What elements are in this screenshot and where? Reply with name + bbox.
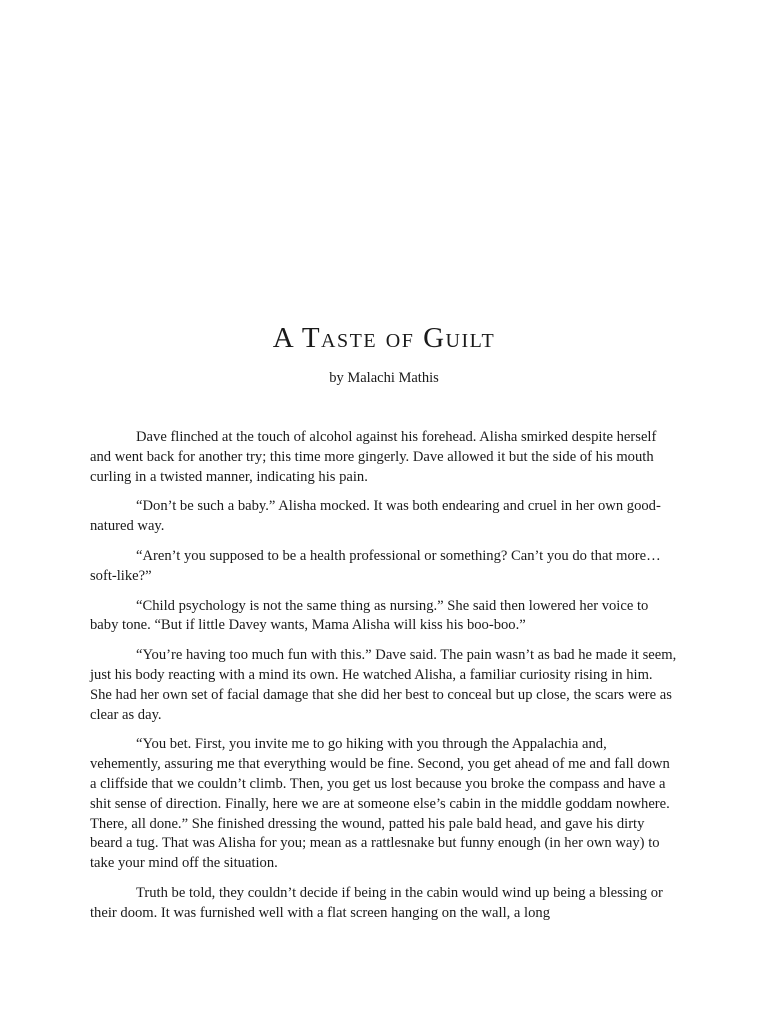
paragraph: Truth be told, they couldn’t decide if being in the cabin would wind up being a blessing or their doom. It was furnished well with a flat screen hanging on the wall, a long bbox=[90, 884, 663, 921]
paragraph: “Child psychology is not the same thing as nursing.” She said then lowered her voice to baby tone. “But if little Davey wants, Mama Alisha will kiss his boo-boo.” bbox=[90, 597, 649, 634]
story-title: A Taste of Guilt bbox=[272, 322, 496, 354]
paragraph: “Don’t be such a baby.” Alisha mocked. It was both endearing and cruel in her own good-natured way. bbox=[90, 498, 661, 535]
paragraph: “You bet. First, you invite me to go hiking with you through the Appalachia and, vehemently, assuring me that everything would be fine. Second, you get ahead of me and fall down a cliffside that we couldn’t climb. Then, you get us lost because you broke the compass and have a shit sense of direction. Finally, here we are at someone else’s cabin in the middle goddam nowhere. There, all done.” She finished dressing the wound, patted his pale bald head, and gave his dirty beard a tug. That was Alisha for you; mean as a rattlesnake but funny enough (in her own way) to take your mind off the situation. bbox=[90, 736, 670, 872]
paragraph: “Aren’t you supposed to be a health professional or something? Can’t you do that more…soft-like?” bbox=[90, 547, 661, 584]
paragraph: “You’re having too much fun with this.” Dave said. The pain wasn’t as bad he made it seem, just his body reacting with a mind its own. He watched Alisha, a familiar curiosity rising in him. She had her own set of facial damage that she did her best to conceal but up close, the scars were as clear as day. bbox=[90, 647, 677, 723]
paragraph: Dave flinched at the touch of alcohol against his forehead. Alisha smirked despite herself and went back for another try; this time more gingerly. Dave allowed it but the side of his mouth curling in a twisted manner, indicating his pain. bbox=[90, 429, 657, 485]
story-body bbox=[90, 428, 678, 934]
author-byline: by Malachi Mathis bbox=[329, 370, 439, 386]
